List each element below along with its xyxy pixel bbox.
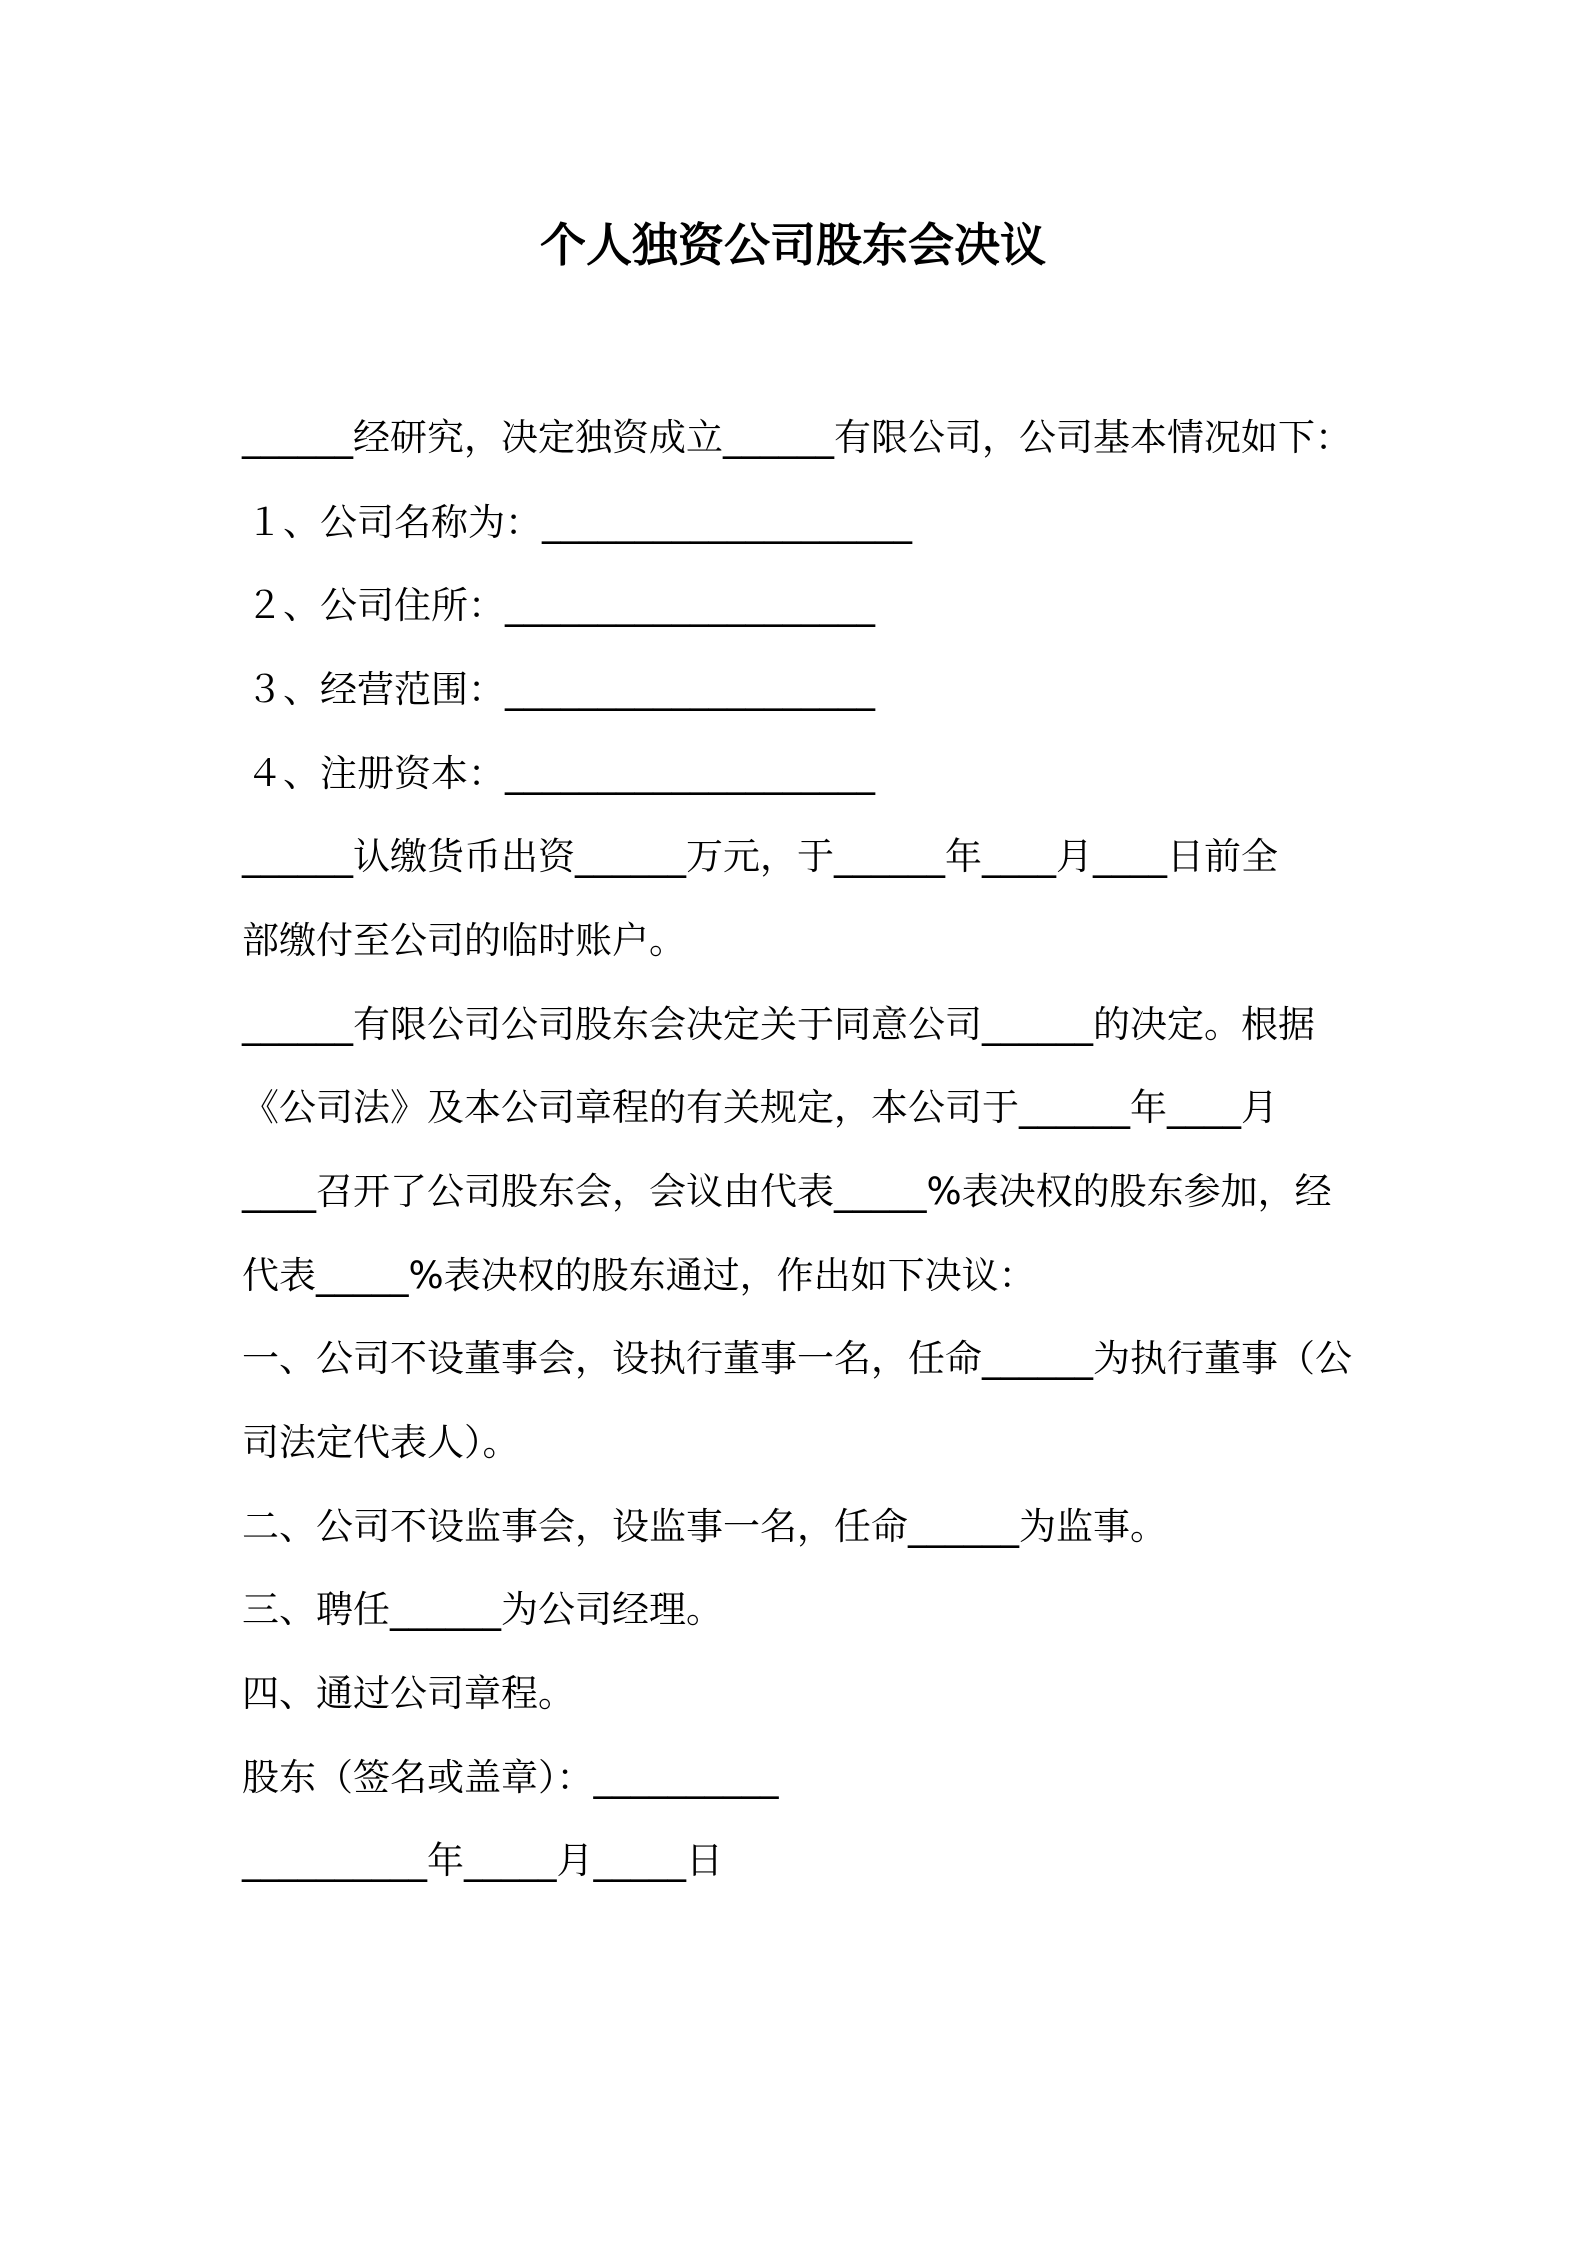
item-registered-capital: ４、注册资本：____________________: [246, 752, 875, 795]
resolution-item-1-line-2: 司法定代表人）。: [242, 1421, 520, 1464]
resolution-item-1-line-1: 一、公司不设董事会，设执行董事一名，任命______为执行董事（公: [242, 1337, 1352, 1380]
resolution-item-4: 四、通过公司章程。: [242, 1672, 575, 1715]
resolution-item-2: 二、公司不设监事会，设监事一名，任命______为监事。: [242, 1505, 1167, 1548]
resolution-paragraph-line-4: 代表_____%表决权的股东通过，作出如下决议：: [242, 1254, 1036, 1297]
resolution-item-3: 三、聘任______为公司经理。: [242, 1588, 723, 1631]
resolution-paragraph-line-2: 《公司法》及本公司章程的有关规定，本公司于______年____月: [242, 1086, 1278, 1129]
signature-date-line: __________年_____月_____日: [242, 1839, 723, 1882]
intro-line: ______经研究，决定独资成立______有限公司，公司基本情况如下：: [242, 416, 1352, 459]
capital-contribution-line-2: 部缴付至公司的临时账户。: [242, 919, 686, 962]
shareholder-signature-line: 股东（签名或盖章）：__________: [242, 1756, 779, 1799]
resolution-paragraph-line-1: ______有限公司公司股东会决定关于同意公司______的决定。根据: [242, 1003, 1315, 1046]
item-company-name: １、公司名称为：____________________: [246, 501, 912, 544]
capital-contribution-line-1: ______认缴货币出资______万元，于______年____月____日前全: [242, 835, 1278, 878]
item-business-scope: ３、经营范围：____________________: [246, 668, 875, 711]
resolution-paragraph-line-3: ____召开了公司股东会，会议由代表_____%表决权的股东参加，经: [242, 1170, 1332, 1213]
item-company-address: ２、公司住所：____________________: [246, 584, 875, 627]
document-title: 个人独资公司股东会决议: [540, 218, 1046, 272]
